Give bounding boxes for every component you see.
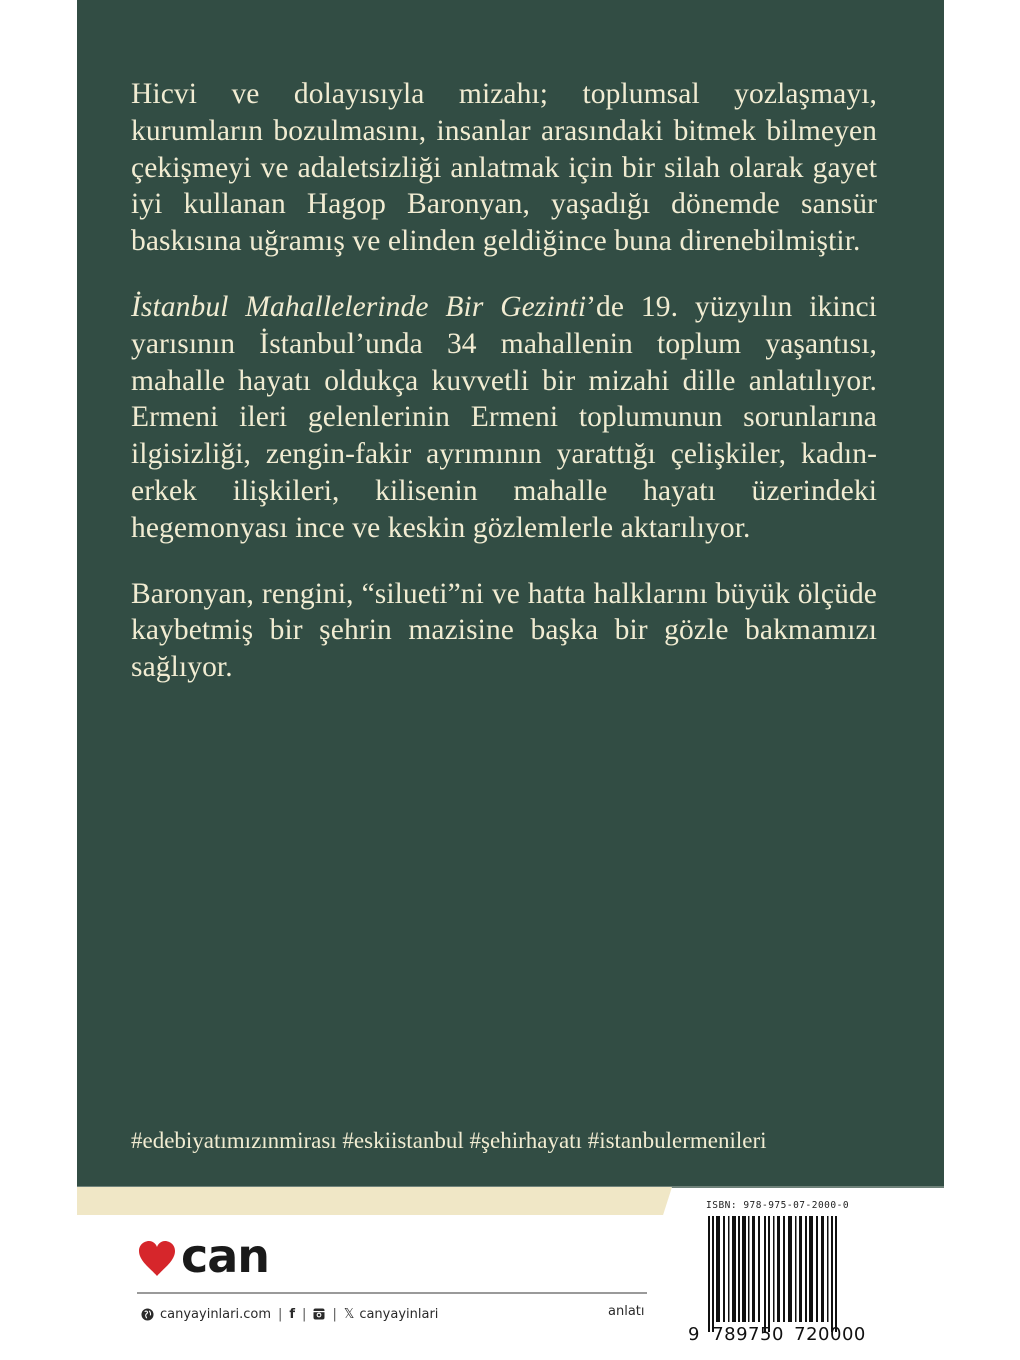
genre-label: anlatı xyxy=(608,1304,645,1319)
instagram-icon[interactable] xyxy=(313,1308,325,1320)
isbn-label: ISBN: 978-975-07-2000-0 xyxy=(706,1200,850,1211)
barcode-digit-prefix: 9 xyxy=(688,1324,700,1345)
book-title-italic: İstanbul Mahallelerinde Bir Gezinti xyxy=(131,290,587,323)
blurb-paragraph-2 xyxy=(131,289,877,547)
blurb-paragraph-1: Hicvi ve dolayısıyla mizahı; toplumsal yozlaşmayı, kurumların bozulmasını, insanlar arasındaki bitmek bilmeyen çekişmeyi ve adaletsizliği anlatmak için bir silah olarak gayet iyi kullanan Hagop Baronyan, yaşadığı dönemde sansür baskısına uğramış ve elinden geldiğince buna direnebilmiştir. xyxy=(131,78,877,258)
x-twitter-icon[interactable]: 𝕏 xyxy=(343,1306,355,1322)
green-panel xyxy=(77,0,944,1186)
barcode-digit-group-1: 789750 xyxy=(712,1324,784,1345)
cream-accent-band xyxy=(77,1187,672,1215)
footer-divider xyxy=(137,1292,647,1294)
isbn-barcode xyxy=(684,1194,866,1352)
globe-icon xyxy=(141,1308,154,1321)
x-handle-link[interactable]: canyayinlari xyxy=(359,1306,439,1322)
separator: | xyxy=(332,1306,337,1322)
book-back-cover xyxy=(77,0,944,1360)
hashtags: #edebiyatımızınmirası #eskiistanbul #şehirhayatı #istanbulermenileri xyxy=(131,1128,767,1153)
blurb-paragraph-3: Baronyan, rengini, “silueti”ni ve hatta halklarını büyük ölçüde kaybetmiş bir şehrin mazisine başka bir gözle bakmamızı sağlıyor. xyxy=(131,577,877,684)
website-link[interactable]: canyayinlari.com xyxy=(160,1306,271,1322)
facebook-icon[interactable]: f xyxy=(289,1306,296,1322)
heart-icon xyxy=(137,1239,177,1279)
contact-row xyxy=(141,1304,649,1324)
logo-wordmark: can xyxy=(181,1229,270,1283)
publisher-logo xyxy=(137,1229,270,1283)
barcode-digit-group-2: 720000 xyxy=(794,1324,866,1345)
separator: | xyxy=(278,1306,283,1322)
blurb-text xyxy=(131,76,877,715)
blurb-paragraph-2-body: ’de 19. yüzyılın ikinci yarısının İstanbul’unda 34 mahallenin toplum yaşantısı, mahalle hayatı oldukça kuvvetli bir mizahi dille anlatılıyor. Ermeni ileri gelenlerinin Ermeni toplumunun sorunlarına ilgisizliği, zengin-fakir ayrımının yarattığı çelişkiler, kadın-erkek ilişkileri, kilisenin mahalle hayatı üzerindeki hegemonyası ince ve keskin gözlemlerle aktarılıyor. xyxy=(131,290,877,544)
barcode-digits xyxy=(688,1324,866,1345)
separator: | xyxy=(302,1306,307,1322)
barcode-bars xyxy=(708,1216,846,1332)
